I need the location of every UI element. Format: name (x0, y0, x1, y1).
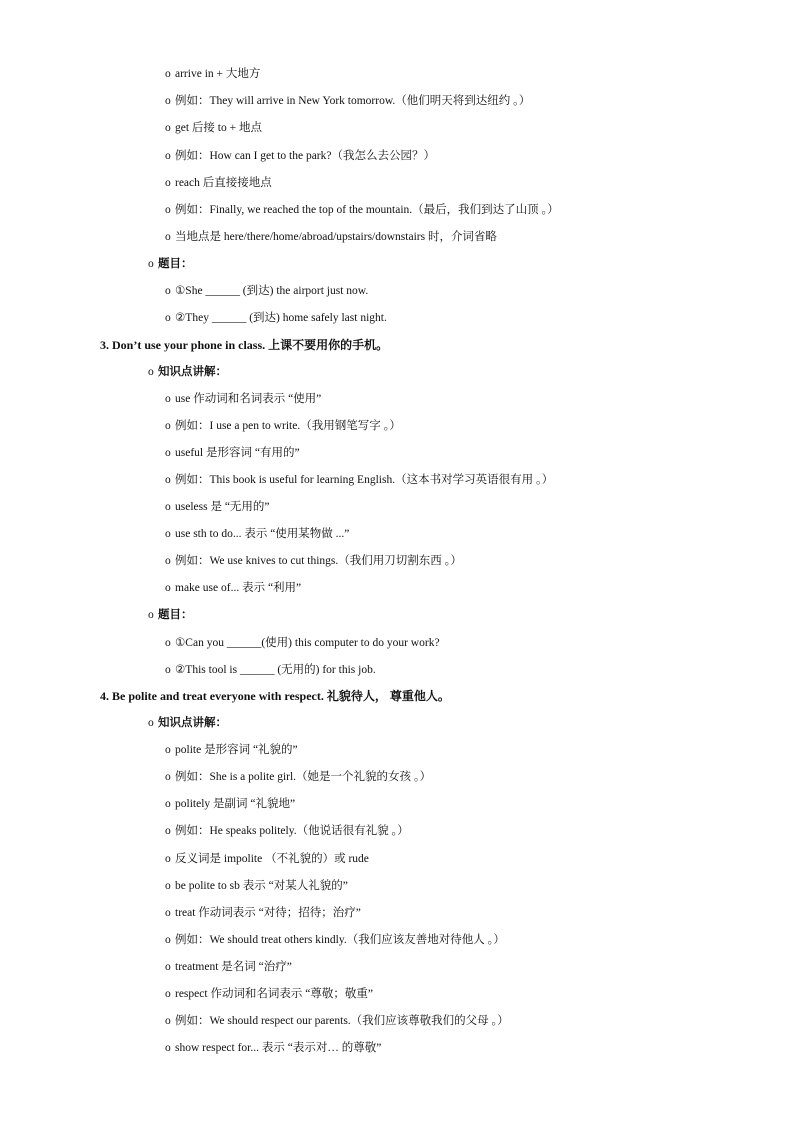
list-item-text: 反义词是 impolite （不礼貌的）或 rude (175, 853, 369, 865)
list-item-text: polite 是形容词 “礼貌的” (175, 744, 298, 756)
bullet: o (148, 258, 154, 270)
list-item-text: useless 是 “无用的” (175, 501, 270, 513)
exercise-question (165, 662, 376, 678)
section-heading: 3. Don’t use your phone in class. 上课不要用你的手机。 (100, 338, 389, 352)
bullet: o (165, 880, 171, 892)
question-text: ①Can you ______(使用) this computer to do your work? (175, 637, 440, 649)
list-item (165, 742, 298, 758)
list-item-text: 例如：This book is useful for learning English.（这本书对学习英语很有用 。） (175, 474, 554, 486)
section-heading: 4. Be polite and treat everyone with respect. 礼貌待人， 尊重他人。 (100, 689, 450, 703)
list-item (165, 769, 431, 785)
list-item (165, 905, 361, 921)
bullet: o (165, 501, 171, 513)
list-item-text: 例如：He speaks politely.（他说话很有礼貌 。） (175, 825, 409, 837)
list-item (165, 148, 435, 164)
list-item (165, 932, 505, 948)
bullet: o (165, 95, 171, 107)
list-item-text: make use of... 表示 “利用” (175, 582, 302, 594)
list-item (165, 391, 321, 407)
list-item-text: show respect for... 表示 “表示对… 的尊敬” (175, 1042, 382, 1054)
list-item (165, 1040, 381, 1056)
exercise-question (165, 283, 368, 299)
list-item (165, 959, 292, 975)
bullet: o (165, 150, 171, 162)
exercise-question (165, 635, 440, 651)
list-item-text: reach 后直接接地点 (175, 177, 272, 189)
list-item-text: 例如：We should treat others kindly.（我们应该友善地对待他人 。） (175, 934, 505, 946)
exercise-question (165, 310, 387, 326)
list-item (165, 202, 559, 218)
bullet: o (165, 771, 171, 783)
list-item-text: 例如：I use a pen to write.（我用钢笔写字 。） (175, 420, 401, 432)
list-item-text: politely 是副词 “礼貌地” (175, 798, 296, 810)
question-text: ①She ______ (到达) the airport just now. (175, 285, 369, 297)
bullet: o (148, 717, 154, 729)
list-item-text: 例如：We use knives to cut things.（我们用刀切割东西 。） (175, 555, 462, 567)
list-item-text: use 作动词和名词表示 “使用” (175, 393, 322, 405)
question-text: ②This tool is ______ (无用的) for this job. (175, 664, 376, 676)
list-item (165, 66, 260, 82)
list-item (165, 526, 349, 542)
exercise-heading (148, 256, 193, 272)
list-item (165, 120, 262, 136)
list-item-text: use sth to do... 表示 “使用某物做 ...” (175, 528, 350, 540)
exercise-label: 题目： (158, 258, 193, 270)
list-item-text: 例如：She is a polite girl.（她是一个礼貌的女孩 。） (175, 771, 432, 783)
points-label: 知识点讲解： (158, 366, 227, 378)
bullet: o (165, 744, 171, 756)
bullet: o (165, 582, 171, 594)
bullet: o (165, 231, 171, 243)
list-item (165, 418, 401, 434)
bullet: o (165, 1042, 171, 1054)
bullet: o (165, 961, 171, 973)
list-item-text: 例如：They will arrive in New York tomorrow.（他们明天将到达纽约 。） (175, 95, 531, 107)
bullet: o (165, 988, 171, 1000)
points-heading (148, 364, 227, 380)
list-item-text: respect 作动词和名词表示 “尊敬；敬重” (175, 988, 374, 1000)
bullet: o (165, 122, 171, 134)
list-item (165, 823, 409, 839)
list-item-text: 当地点是 here/there/home/abroad/upstairs/downstairs 时，介词省略 (175, 231, 497, 243)
bullet: o (165, 285, 171, 297)
bullet: o (165, 825, 171, 837)
bullet: o (165, 637, 171, 649)
exercise-heading (148, 607, 193, 623)
list-item (165, 445, 300, 461)
bullet: o (165, 68, 171, 80)
points-heading (148, 715, 227, 731)
bullet: o (148, 366, 154, 378)
bullet: o (165, 312, 171, 324)
bullet: o (165, 177, 171, 189)
list-item (165, 553, 462, 569)
list-item-text: be polite to sb 表示 “对某人礼貌的” (175, 880, 348, 892)
bullet: o (165, 447, 171, 459)
bullet: o (165, 420, 171, 432)
bullet: o (165, 204, 171, 216)
list-item (165, 986, 373, 1002)
list-item (165, 93, 530, 109)
list-item (165, 796, 295, 812)
bullet: o (165, 664, 171, 676)
list-item-text: 例如：How can I get to the park?（我怎么去公园？） (175, 150, 435, 162)
list-item-text: 例如：Finally, we reached the top of the mountain.（最后，我们到达了山顶 。） (175, 204, 559, 216)
list-item (165, 580, 301, 596)
list-item (165, 499, 270, 515)
list-item-text: useful 是形容词 “有用的” (175, 447, 300, 459)
bullet: o (148, 609, 154, 621)
list-item (165, 878, 348, 894)
bullet: o (165, 853, 171, 865)
bullet: o (165, 798, 171, 810)
list-item (165, 229, 497, 245)
bullet: o (165, 555, 171, 567)
bullet: o (165, 528, 171, 540)
bullet: o (165, 907, 171, 919)
list-item (165, 472, 553, 488)
list-item-text: 例如：We should respect our parents.（我们应该尊敬我们的父母 。） (175, 1015, 509, 1027)
list-item (165, 1013, 509, 1029)
list-item-text: get 后接 to + 地点 (175, 122, 262, 134)
bullet: o (165, 934, 171, 946)
list-item (165, 851, 369, 867)
exercise-label: 题目： (158, 609, 193, 621)
list-item (165, 175, 272, 191)
question-text: ②They ______ (到达) home safely last night. (175, 312, 387, 324)
bullet: o (165, 474, 171, 486)
list-item-text: treatment 是名词 “治疗” (175, 961, 292, 973)
bullet: o (165, 393, 171, 405)
points-label: 知识点讲解： (158, 717, 227, 729)
list-item-text: treat 作动词表示 “对待；招待；治疗” (175, 907, 361, 919)
list-item-text: arrive in + 大地方 (175, 68, 261, 80)
bullet: o (165, 1015, 171, 1027)
